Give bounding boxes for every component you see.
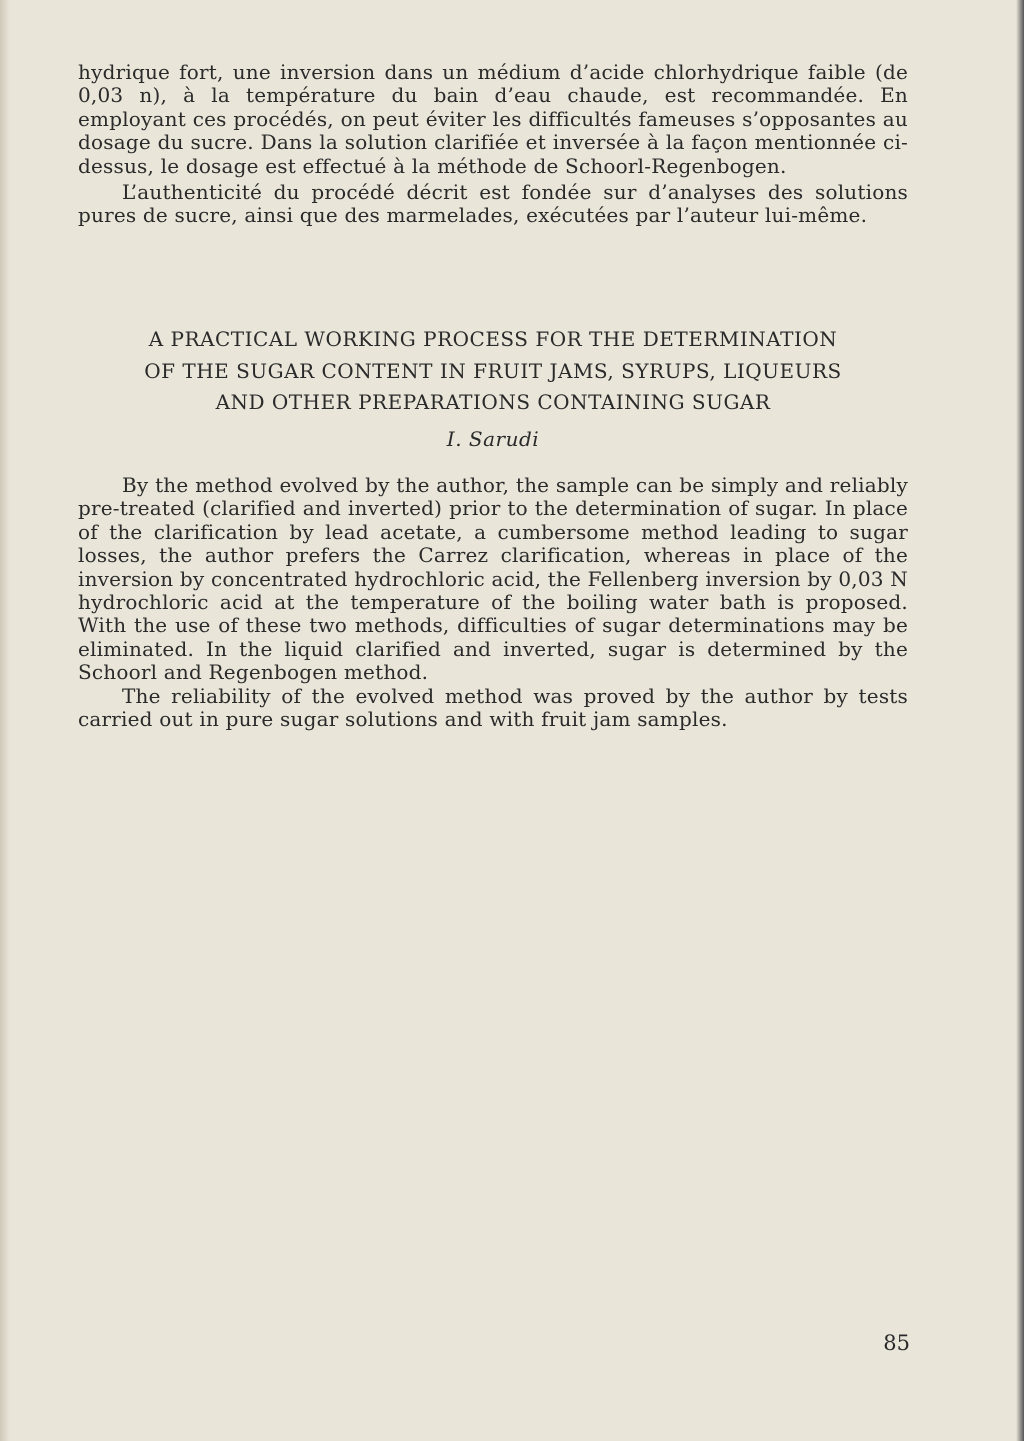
article-title (78, 324, 908, 419)
page-edge-left (0, 0, 10, 1441)
title-line-3: AND OTHER PREPARATIONS CONTAINING SUGAR (215, 390, 771, 414)
title-line-2: OF THE SUGAR CONTENT IN FRUIT JAMS, SYRUPS, LIQUEURS (144, 358, 842, 383)
title-line-1: A PRACTICAL WORKING PROCESS FOR THE DETERMINATION (148, 327, 838, 351)
page-edge-right (1016, 0, 1024, 1441)
french-paragraph-1: hydrique fort, une inversion dans un médium d’acide chlorhydrique faible (de 0,03 n), à la température du bain d’eau chaude, est recommandée. En employant ces procédés, on peut éviter les difficultés fameuses s’opposantes au dosage du sucre. Dans la solution clarifiée et inversée à la façon mentionnée ci-dessus, le dosage est effectué à la méthode de Schoorl-Regenbogen. (78, 60, 908, 178)
author-name: I. Sarudi (446, 427, 540, 451)
abstract-paragraph-1: By the method evolved by the author, the sample can be simply and reliably pre-treated (clarified and inverted) prior to the determination of sugar. In place of the clarification by lead acetate, a cumbersome method leading to sugar losses, the author prefers the Carrez clarification, whereas in place of the inversion by concentrated hydrochloric acid, the Fellenberg inversion by 0,03 N hydrochloric acid at the temperature of the boiling water bath is proposed. With the use of these two methods, difficulties of sugar determinations may be eliminated. In the liquid clarified and inverted, sugar is determined by the Schoorl and Regenbogen method. (78, 473, 908, 685)
page-number: 85 (883, 1331, 910, 1355)
abstract-paragraph-2: The reliability of the evolved method was proved by the author by tests carried out in pure sugar solutions and with fruit jam samples. (78, 683, 908, 732)
french-summary (78, 61, 908, 228)
french-paragraph-2: L’authenticité du procédé décrit est fondée sur d’analyses des solutions pures de sucre, ainsi que des marmelades, exécutées par l’auteur lui-même. (78, 180, 908, 228)
english-abstract (78, 474, 908, 731)
